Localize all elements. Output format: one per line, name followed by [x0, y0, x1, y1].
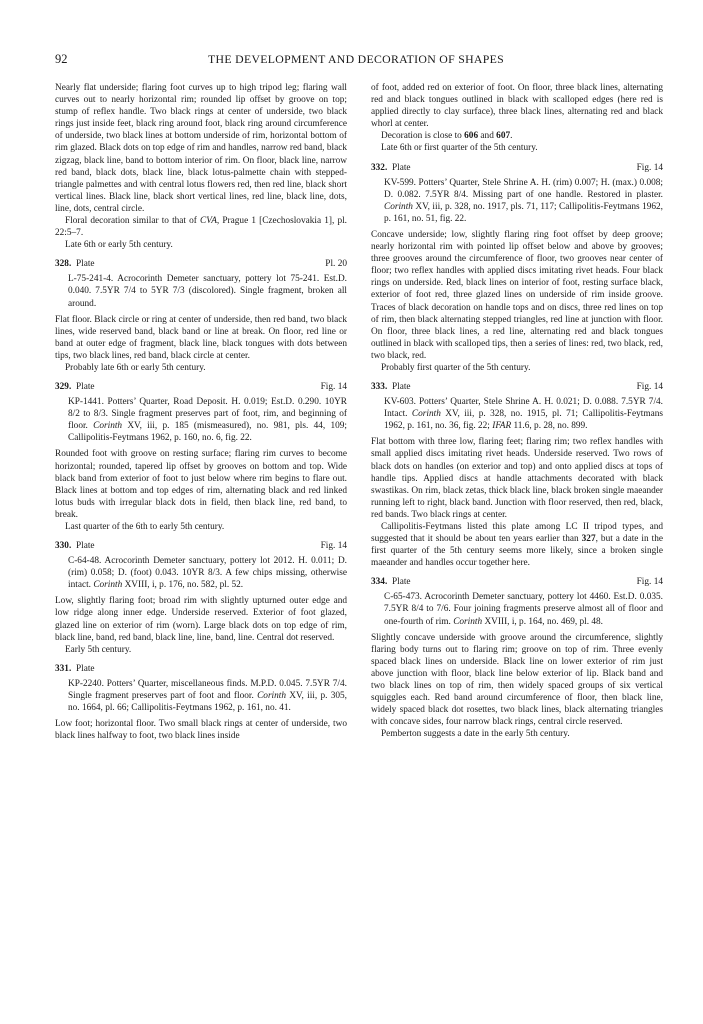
- figure-reference: Fig. 14: [320, 541, 347, 552]
- entry-334-date: Pemberton suggests a date in the early 5th century.: [381, 729, 570, 740]
- entry-331-heading: [55, 663, 347, 675]
- entry-number: 334.: [371, 577, 388, 588]
- entry-330-description: Low, slightly flaring foot; broad rim with slightly upturned outer edge and low ridge along inner edge. Underside reserved. Exterior of foot glazed, glazed line on exterior of rim (worn). Large black dots on top edge of rim, black line, band, red band, black line, line, band, line. Central dot reserved.: [55, 596, 347, 643]
- entry-329-description: Rounded foot with groove on resting surface; flaring rim curves to become horizontal; rounded, tapered lip offset by grooves on bottom and top. Wide black band from exterior of foot to just below where rim begins to flare out. Black lines at bottom and top edges of rim, alternating black and red linked lotus buds with irregular black dots in field, then black line, red band, to break.: [55, 449, 347, 520]
- entry-330-heading: [55, 540, 347, 552]
- entry-330-catalogue: C-64-48. Acrocorinth Demeter sanctuary, pottery lot 2012. H. 0.011; D. (rim) 0.058; D. (foot) 0.043. 10YR 8/3. A few chips missing, otherwise intact. Corinth XVIII, i, p. 176, no. 582, pl. 52.: [68, 556, 347, 591]
- right-column: [371, 82, 663, 741]
- entry-type: Plate: [391, 577, 411, 588]
- entry-number: 333.: [371, 382, 388, 393]
- entry-329-date: Last quarter of the 6th to early 5th century.: [65, 522, 225, 532]
- entry-333-description: Flat bottom with three low, flaring feet; flaring rim; two reflex handles with small applied discs imitating rivet heads. Underside reserved. Two rows of black dots on handles (on exterior and top) and onto applied discs at tops of handle tips. Applied discs at handle attachments decorated with black swastikas. On rim, black zetas, thick black line, black broken single maeander running left to right, black band. Junction with floor reserved, then red, black, red bands. Two black rings at center.: [371, 437, 663, 520]
- entry-333-note: Callipolitis-Feytmans listed this plate among LC II tripod types, and suggested that it should be about ten years earlier than 327, but a date in the first quarter of the 5th century seems more likely, since a broken single maeander and handles occur together here.: [371, 522, 663, 569]
- entry-type: Plate: [75, 663, 95, 674]
- entry-329-heading: [55, 381, 347, 393]
- figure-reference: Fig. 14: [636, 577, 663, 588]
- entry-332-description: Concave underside; low, slightly flaring ring foot offset by deep groove; nearly horizontal rim with pointed lip offset below and above by grooves; three grooves around the circumference of floor, two grooves near center of floor; two reflex handles with applied discs imitating rivet heads. Four black rings on underside. Red, black lines on interior of foot, resting surface black, exterior of foot red, three glazed lines on underside of rim inside groove. Traces of black decoration on handle tops and on discs, three red lines on top of rim, then black alternating stepped triangles, red line at junction with floor. On floor, three black lines, a red line, alternating red and black tongues outlined in black with scalloped tips, then a series of lines: red, two black, red, two black, red.: [371, 229, 663, 361]
- entry-number: 329.: [55, 382, 72, 393]
- entry-332-date: Probably first quarter of the 5th century.: [381, 362, 531, 373]
- entry-334-catalogue: C-65-473. Acrocorinth Demeter sanctuary, pottery lot 4460. Est.D. 0.035. 7.5YR 8/4 to 7/6. Four joining fragments preserve almost all of floor and one-fourth of rim. Corinth XVIII, i, p. 164, no. 469, pl. 48.: [384, 592, 663, 627]
- running-title: THE DEVELOPMENT AND DECORATION OF SHAPES: [208, 52, 504, 66]
- entry-334-description: Slightly concave underside with groove around the circumference, slightly flaring body turns out to flaring rim; groove on top of rim. Three evenly spaced black lines on underside. Black line on lower exterior of rim just above junction with floor, black line below exterior of lip. Black band and two black lines on top of rim, then widely spaced groups of six vertical squiggles each. Red band around circumference of floor, then black line, widely spaced black dot rosettes, two black lines, black alternating triangles with concave sides, four narrow black rings, central circle reserved.: [371, 632, 663, 728]
- entry-333-catalogue: KV-603. Potters’ Quarter, Stele Shrine A. H. 0.021; D. 0.088. 7.5YR 7/4. Intact. Corinth XV, iii, p. 328, no. 1915, pl. 71; Callipolitis-Feytmans 1962, p. 161, no. 36, fig. 22; IFAR 11.6, p. 28, no. 899.: [384, 397, 663, 432]
- entry-328-date: Probably late 6th or early 5th century.: [65, 362, 206, 373]
- entry-328-description: Flat floor. Black circle or ring at center of underside, then red band, two black lines, wide reserved band, black band or line at break. On floor, red line or band at outer edge of fragment, black line, black tongues with dots between tips, two black lines, red band, black circle at center.: [55, 314, 347, 361]
- entry-334-heading: [371, 576, 663, 588]
- intro-description: Nearly flat underside; flaring foot curves up to high tripod leg; flaring wall curves out to nearly horizontal rim; rounded lip offset by groove on top; stump of reflex handle. Two black rings at center of underside, two black rings just inside feet, black ring around foot, black ring around circumference of underside, two black lines at bottom underside of rim, horizontal bottom of rim glazed. Black dots on top edge of rim and handles, narrow red band, black zigzag, black line, band to bottom interior of rim. On floor, black line, narrow red band, black dots, black line, black lotus-palmette chain with stepped-triangle palmettes and with central lotus flowers red, then red line, black short vertical lines. Black line, black short vertical lines, red line, black line, dots, line, dots, central circle.: [55, 83, 347, 214]
- entry-number: 331.: [55, 663, 72, 674]
- entry-329-catalogue: KP-1441. Potters’ Quarter, Road Deposit. H. 0.019; Est.D. 0.290. 10YR 8/2 to 8/3. Single fragment preserves part of foot, rim, and beginning of floor. Corinth XV, iii, p. 185 (mismeasured), no. 981, pls. 44, 109; Callipolitis-Feytmans 1962, p. 160, no. 6, fig. 22.: [68, 397, 347, 444]
- entry-number: 332.: [371, 162, 388, 173]
- entry-number: 328.: [55, 259, 72, 270]
- intro-date: Late 6th or early 5th century.: [65, 240, 173, 251]
- entry-332-heading: [371, 162, 663, 174]
- entry-type: Plate: [391, 162, 411, 173]
- entry-328-heading: [55, 258, 347, 270]
- continued-comparison: Decoration is close to 606 and 607.: [381, 131, 513, 142]
- figure-reference: Fig. 14: [636, 162, 663, 173]
- figure-reference: Fig. 14: [320, 382, 347, 393]
- left-column: [55, 82, 347, 742]
- running-header: [55, 52, 657, 68]
- figure-reference: Fig. 14: [636, 382, 663, 393]
- entry-type: Plate: [75, 541, 95, 552]
- intro-note: Floral decoration similar to that of CVA, Prague 1 [Czechoslovakia 1], pl. 22:5–7.: [55, 216, 348, 239]
- figure-reference: Pl. 20: [325, 259, 347, 270]
- entry-type: Plate: [391, 382, 411, 393]
- continued-description: of foot, added red on exterior of foot. On floor, three black lines, alternating red and black tongues outlined in black with scalloped edges (here red is applied directly to clay surface), three black lines, alternating red and black whorl at center.: [371, 83, 663, 130]
- entry-333-heading: [371, 381, 663, 393]
- entry-331-description: Low foot; horizontal floor. Two small black rings at center of underside, two black lines halfway to foot, two black lines inside: [55, 719, 347, 742]
- entry-331-catalogue: KP-2240. Potters’ Quarter, miscellaneous finds. M.P.D. 0.045. 7.5YR 7/4. Single fragment preserves part of foot and floor. Corinth XV, iii, p. 305, no. 1664, pl. 66; Callipolitis-Feytmans 1962, p. 161, no. 41.: [68, 678, 347, 714]
- entry-type: Plate: [75, 382, 95, 393]
- continued-date: Late 6th or first quarter of the 5th century.: [381, 143, 538, 154]
- entry-type: Plate: [75, 259, 95, 270]
- entry-number: 330.: [55, 541, 72, 552]
- page-number: 92: [55, 52, 68, 66]
- entry-332-catalogue: KV-599. Potters’ Quarter, Stele Shrine A. H. (rim) 0.007; H. (max.) 0.008; D. 0.082. 7.5YR 8/4. Missing part of one handle. Restored in plaster. Corinth XV, iii, p. 328, no. 1917, pls. 71, 117; Callipolitis-Feytmans 1962, p. 161, no. 51, fig. 22.: [384, 177, 663, 224]
- entry-330-date: Early 5th century.: [65, 644, 132, 655]
- entry-328-catalogue: L-75-241-4. Acrocorinth Demeter sanctuary, pottery lot 75-241. Est.D. 0.040. 7.5YR 7/4 to 5YR 7/3 (discolored). Single fragment, broken all around.: [68, 274, 347, 309]
